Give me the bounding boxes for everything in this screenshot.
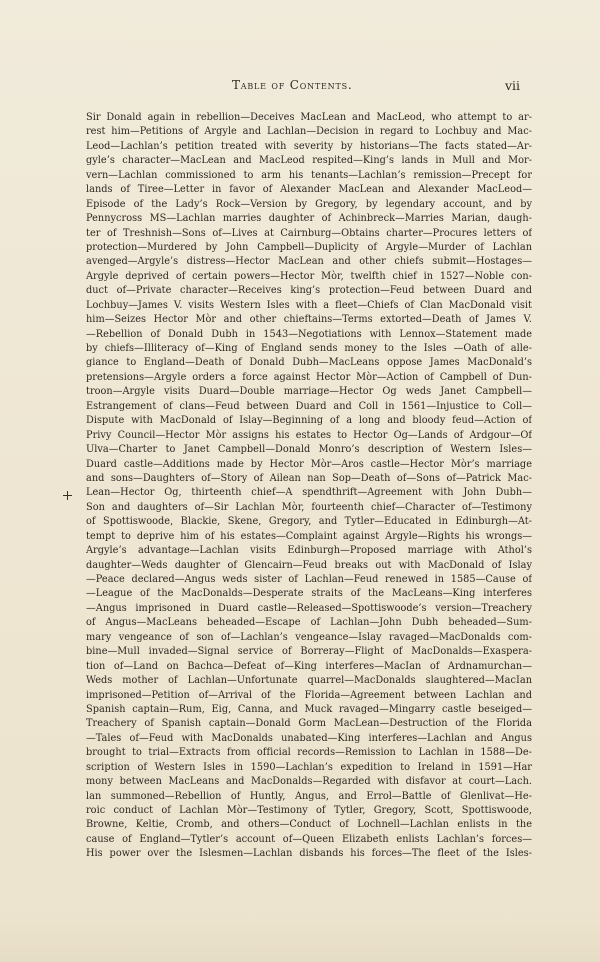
contents-line: His power over the Islesmen—Lachlan disbands his forces—The fleet of the Isles- bbox=[86, 848, 532, 860]
contents-line: scription of Western Isles in 1590—Lachlan’s expedition to Ireland in 1591—Har bbox=[86, 761, 532, 773]
contents-line: Sir Donald again in rebellion—Deceives MacLean and MacLeod, who attempt to ar- bbox=[86, 112, 532, 123]
contents-line: and sons—Daughters of—Story of Ailean nan Sop—Death of—Sons of—Patrick Mac- bbox=[86, 472, 532, 484]
contents-line: ter of Treshnish—Sons of—Lives at Cairnburg—Obtains charter—Procures letters of bbox=[86, 227, 532, 239]
contents-line: Privy Council—Hector Mòr assigns his estates to Hector Og—Lands of Ardgour—Of bbox=[86, 429, 532, 441]
contents-line: cause of England—Tytler’s account of—Queen Elizabeth enlists Lachlan’s forces— bbox=[86, 833, 532, 845]
contents-line: giance to England—Death of Donald Dubh—MacLeans oppose James MacDonald’s bbox=[86, 357, 532, 369]
contents-line: troon—Argyle visits Duard—Double marriage—Hector Og weds Janet Campbell— bbox=[86, 386, 532, 398]
contents-line: Son and daughters of—Sir Lachlan Mòr, fourteenth chief—Character of—Testimony bbox=[86, 501, 532, 513]
contents-line: bine—Mull invaded—Signal service of Borreray—Flight of MacDonalds—Exaspera- bbox=[86, 646, 532, 658]
contents-line: —Rebellion of Donald Dubh in 1543—Negotiations with Lennox—Statement made bbox=[86, 328, 532, 340]
contents-line: avenged—Argyle’s distress—Hector MacLean and other chiefs submit—Hostages— bbox=[86, 256, 532, 268]
contents-line: gyle’s character—MacLean and MacLeod respited—King’s lands in Mull and Mor- bbox=[86, 155, 532, 167]
contents-line: Lochbuy—James V. visits Western Isles with a fleet—Chiefs of Clan MacDonald visit bbox=[86, 299, 532, 311]
contents-line: —Angus imprisoned in Duard castle—Released—Spottiswoode’s version—Treachery bbox=[86, 602, 532, 614]
contents-line: Spanish captain—Rum, Eig, Canna, and Muck ravaged—Mingarry castle beseiged— bbox=[86, 703, 532, 715]
contents-line: imprisoned—Petition of—Arrival of the Florida—Agreement between Lachlan and bbox=[86, 689, 532, 701]
contents-line: Episode of the Lady’s Rock—Version by Gregory, by legendary account, and by bbox=[86, 198, 532, 210]
contents-line: rest him—Petitions of Argyle and Lachlan—Decision in regard to Lochbuy and Mac- bbox=[86, 126, 532, 138]
contents-line: daughter—Weds daughter of Glencairn—Feud breaks out with MacDonald of Islay bbox=[86, 559, 532, 571]
page-header bbox=[0, 78, 600, 100]
contents-line: pretensions—Argyle orders a force against Hector Mòr—Action of Campbell of Dun- bbox=[86, 371, 532, 383]
contents-line: tion of—Land on Bachca—Defeat of—King interferes—MacIan of Ardnamurchan— bbox=[86, 660, 532, 672]
contents-line: Ulva—Charter to Janet Campbell—Donald Monro’s description of Western Isles— bbox=[86, 444, 532, 456]
contents-line: lan summoned—Rebellion of Huntly, Angus, and Errol—Battle of Glenlivat—He- bbox=[86, 790, 532, 802]
contents-line: mary vengeance of son of—Lachlan’s vengeance—Islay ravaged—MacDonalds com- bbox=[86, 631, 532, 643]
contents-line: Browne, Keltie, Cromb, and others—Conduct of Lochnell—Lachlan enlists in the bbox=[86, 819, 532, 831]
table-of-contents-text bbox=[86, 111, 532, 862]
contents-line: Argyle deprived of certain powers—Hector Mòr, twelfth chief in 1527—Noble con- bbox=[86, 270, 532, 282]
contents-line: tempt to deprive him of his estates—Complaint against Argyle—Rights his wrongs— bbox=[86, 530, 532, 542]
contents-line: Lean—Hector Og, thirteenth chief—A spendthrift—Agreement with John Dubh— bbox=[86, 487, 532, 499]
contents-line: Duard castle—Additions made by Hector Mòr—Aros castle—Hector Mòr’s marriage bbox=[86, 458, 532, 470]
contents-line: Weds mother of Lachlan—Unfortunate quarrel—MacDonalds slaughtered—MacIan bbox=[86, 675, 532, 687]
contents-line: Pennycross MS—Lachlan marries daughter of Achinbreck—Marries Marian, daugh- bbox=[86, 213, 532, 225]
contents-line: Treachery of Spanish captain—Donald Gorm MacLean—Destruction of the Florida bbox=[86, 718, 532, 730]
contents-line: brought to trial—Extracts from official records—Remission to Lachlan in 1588—De- bbox=[86, 747, 532, 759]
contents-line: mony between MacLeans and MacDonalds—Regarded with disfavor at court—Lach. bbox=[86, 776, 532, 788]
contents-line: of Angus—MacLeans beheaded—Escape of Lachlan—John Dubh beheaded—Sum- bbox=[86, 617, 532, 629]
contents-line: vern—Lachlan commissioned to arm his tenants—Lachlan’s remission—Precept for bbox=[86, 169, 532, 181]
contents-line: lands of Tiree—Letter in favor of Alexander MacLean and Alexander MacLeod— bbox=[86, 184, 532, 196]
contents-line: —Tales of—Feud with MacDonalds unabated—King interferes—Lachlan and Angus bbox=[86, 732, 532, 744]
contents-line: —League of the MacDonalds—Desperate straits of the MacLeans—King interferes bbox=[86, 588, 532, 600]
margin-star-mark-icon bbox=[64, 492, 71, 499]
contents-line: Argyle’s advantage—Lachlan visits Edinburgh—Proposed marriage with Athol’s bbox=[86, 545, 532, 557]
contents-line: —Peace declared—Angus weds sister of Lachlan—Feud renewed in 1585—Cause of bbox=[86, 574, 532, 585]
page-number: vii bbox=[504, 78, 520, 93]
contents-line: duct of—Private character—Receives king’s protection—Feud between Duard and bbox=[86, 285, 532, 297]
page-bottom-shading bbox=[0, 920, 600, 962]
contents-line: Estrangement of clans—Feud between Duard and Coll in 1561—Injustice to Coll— bbox=[86, 400, 532, 412]
contents-line: of Spottiswoode, Blackie, Skene, Gregory, and Tytler—Educated in Edinburgh—At- bbox=[86, 516, 532, 528]
contents-line: Leod—Lachlan’s petition treated with severity by historians—The facts stated—Ar- bbox=[86, 140, 532, 152]
contents-line: protection—Murdered by John Campbell—Duplicity of Argyle—Murder of Lachlan bbox=[86, 241, 532, 253]
contents-line: Dispute with MacDonald of Islay—Beginning of a long and bloody feud—Action of bbox=[86, 415, 532, 427]
running-title: Table of Contents. bbox=[232, 78, 353, 92]
contents-line: by chiefs—Illiteracy of—King of England sends money to the Isles —Oath of alle- bbox=[86, 343, 532, 354]
contents-line: him—Seizes Hector Mòr and other chieftains—Terms extorted—Death of James V. bbox=[86, 314, 532, 326]
contents-line: roic conduct of Lachlan Mòr—Testimony of Tytler, Gregory, Scott, Spottiswoode, bbox=[86, 805, 532, 816]
